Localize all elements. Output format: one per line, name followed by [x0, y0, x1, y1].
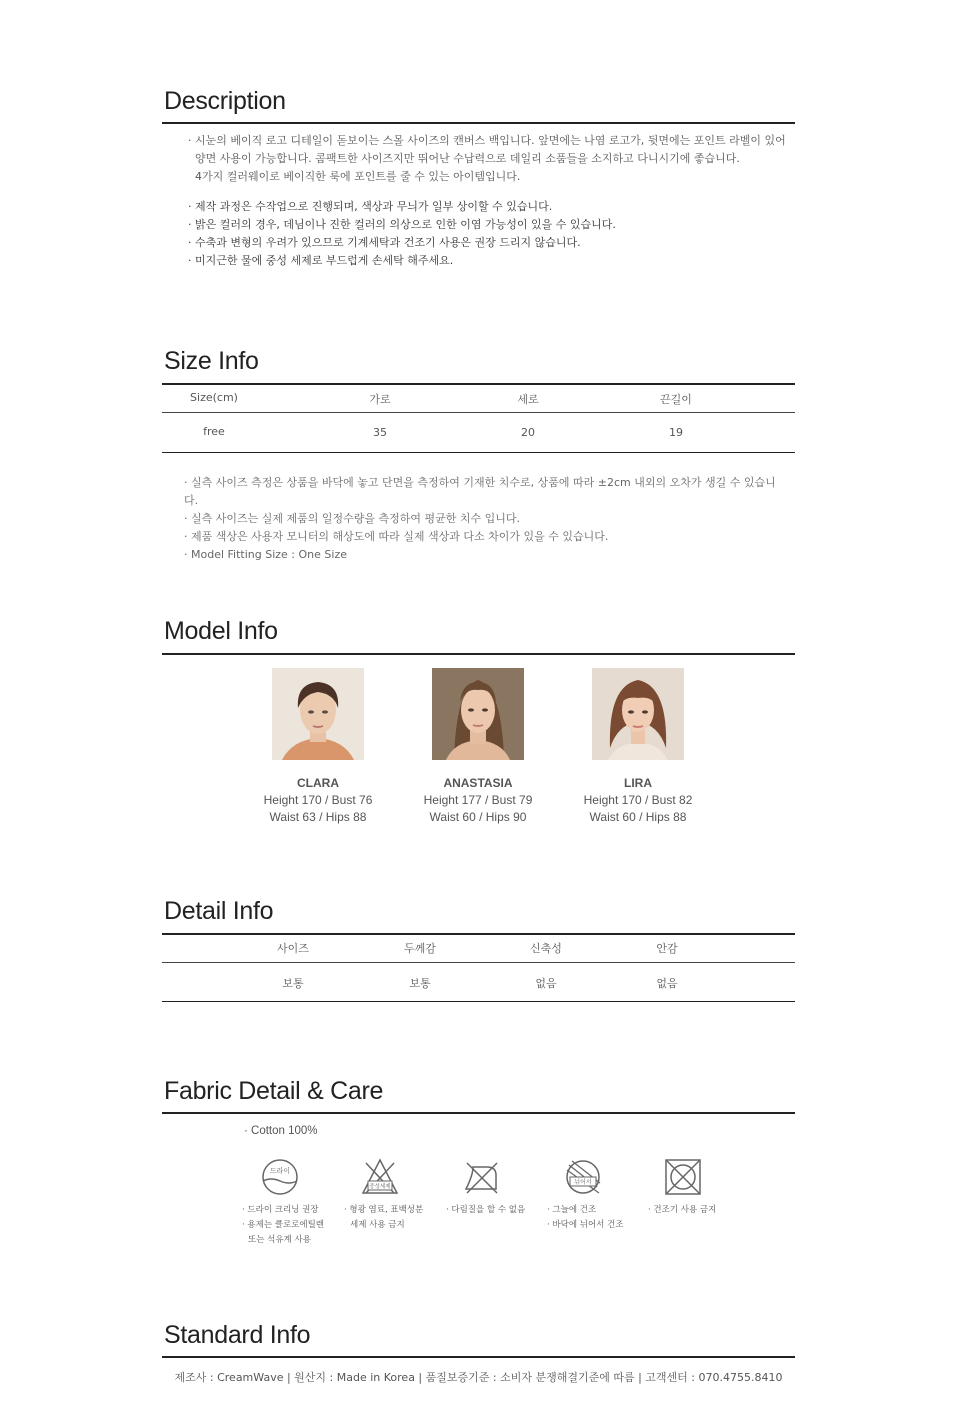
size-row-height: 20: [521, 426, 535, 439]
care-caption-tumble: [648, 1203, 716, 1218]
dry-flat-icon-label: 뉘어서: [574, 1179, 592, 1186]
model-measure: Waist 60 / Hips 88: [589, 810, 687, 824]
model-card-clara: [238, 668, 398, 824]
care-caption-line: · 다림질을 할 수 없음: [446, 1205, 526, 1215]
size-row-label: free: [203, 425, 225, 438]
model-card-lira: [558, 668, 718, 824]
fabric-material: · Cotton 100%: [244, 1125, 318, 1137]
size-header-strap: 끈길이: [660, 393, 692, 406]
standard-info-title: Standard Info: [164, 1321, 311, 1349]
size-table-bottom: [162, 452, 795, 453]
no-iron-icon: [461, 1157, 501, 1197]
care-caption-dry: [242, 1203, 324, 1248]
size-header-height: 세로: [517, 393, 539, 406]
size-note: · 실측 사이즈 측정은 상품을 바닥에 놓고 단면을 측정하여 기재한 치수로, 상품에 따라 ±2cm 내외의 오차가 생길 수 있습니다.: [184, 476, 776, 507]
description-line: 4가지 컬러웨이로 베이직한 룩에 포인트를 줄 수 있는 아이템입니다.: [195, 170, 521, 183]
model-info-title: Model Info: [164, 617, 278, 645]
size-row-width: 35: [373, 426, 387, 439]
dry-clean-icon-label: 드라이: [269, 1167, 291, 1175]
size-row-strap: 19: [669, 426, 683, 439]
description-note: · 제작 과정은 수작업으로 진행되며, 색상과 무늬가 일부 상이할 수 있습니다.: [188, 200, 553, 213]
fabric-title: Fabric Detail & Care: [164, 1077, 384, 1105]
size-note: · 실측 사이즈는 실제 제품의 일정수량을 측정하여 평균한 치수 입니다.: [184, 512, 520, 525]
model-card-anastasia: [398, 668, 558, 824]
care-caption-line: · 건조기 사용 금지: [648, 1205, 717, 1215]
size-header-label: Size(cm): [190, 391, 238, 404]
detail-header-size: 사이즈: [277, 942, 309, 955]
care-caption-line: 세제 사용 금지: [350, 1220, 405, 1230]
standard-info-rule: [162, 1356, 795, 1358]
description-line: · 시눈의 베이직 로고 디테일이 돋보이는 스몰 사이즈의 캔버스 백입니다. 앞면에는 나염 로고가, 뒷면에는 포인트 라벨이 있어: [188, 134, 786, 147]
description-line: 양면 사용이 가능합니다. 콤팩트한 사이즈지만 뛰어난 수납력으로 데일리 소품들을 소지하고 다니시기에 좋습니다.: [195, 152, 740, 165]
care-caption-line: · 드라이 크리닝 권장: [242, 1205, 319, 1215]
care-caption-line: · 형광 염료, 표백성분: [344, 1205, 424, 1215]
model-photo-clara: [272, 668, 364, 760]
fabric-rule: [162, 1112, 795, 1114]
detail-header-stretch: 신축성: [530, 942, 562, 955]
detail-header-lining: 안감: [656, 942, 678, 955]
description-note: · 밝은 컬러의 경우, 데님이나 진한 컬러의 의상으로 인한 이염 가능성이 있을 수 있습니다.: [188, 218, 616, 231]
size-header-divider: [162, 412, 795, 413]
detail-value-size: 보통: [282, 977, 304, 990]
description-note: · 수축과 변형의 우려가 있으므로 기계세탁과 건조기 사용은 권장 드리지 않습니다.: [188, 236, 581, 249]
care-caption-line: 또는 석유계 사용: [248, 1235, 311, 1245]
care-caption-line: · 바닥에 뉘어서 건조: [547, 1220, 624, 1230]
description-rule: [162, 122, 795, 124]
model-info-rule: [162, 653, 795, 655]
size-info-title: Size Info: [164, 347, 259, 375]
model-measure: Height 177 / Bust 79: [423, 793, 533, 807]
detail-value-thickness: 보통: [409, 977, 431, 990]
size-notes: [184, 474, 784, 564]
model-measure: Height 170 / Bust 82: [583, 793, 693, 807]
model-name: ANASTASIA: [443, 776, 513, 790]
care-caption-shade: [547, 1203, 624, 1233]
care-caption-line: · 용제는 클로로에틸렌: [242, 1220, 325, 1230]
model-measure: Waist 63 / Hips 88: [269, 810, 367, 824]
model-photo-lira: [592, 668, 684, 760]
dry-flat-shade-icon: [563, 1157, 603, 1197]
detail-header-divider: [162, 962, 795, 963]
size-note: · 제품 색상은 사용자 모니터의 해상도에 따라 실제 색상과 다소 차이가 있을 수 있습니다.: [184, 530, 609, 543]
no-bleach-icon-label: 중성세제: [369, 1184, 391, 1190]
dry-clean-icon: [260, 1157, 300, 1197]
care-caption-bleach: [344, 1203, 423, 1233]
model-name: LIRA: [624, 776, 652, 790]
standard-info-text: 제조사 : CreamWave | 원산지 : Made in Korea | 품질보증기준 : 소비자 분쟁해결기준에 따름 | 고객센터 : 070.4755.8410: [174, 1371, 783, 1384]
description-note: · 미지근한 물에 중성 세제로 부드럽게 손세탁 해주세요.: [188, 254, 454, 267]
detail-header-thickness: 두께감: [404, 942, 436, 955]
size-info-rule: [162, 383, 795, 385]
detail-table-bottom: [162, 1001, 795, 1002]
model-photo-anastasia: [432, 668, 524, 760]
care-caption-line: · 그늘에 건조: [547, 1205, 597, 1215]
description-title: Description: [164, 87, 286, 115]
no-bleach-icon: [360, 1157, 400, 1197]
detail-value-stretch: 없음: [535, 977, 557, 990]
size-header-width: 가로: [369, 393, 391, 406]
model-name: CLARA: [297, 776, 339, 790]
model-measure: Waist 60 / Hips 90: [429, 810, 527, 824]
no-tumble-dry-icon: [663, 1157, 703, 1197]
description-paragraph: [188, 132, 788, 186]
care-caption-iron: [446, 1203, 525, 1218]
detail-info-title: Detail Info: [164, 897, 274, 925]
model-measure: Height 170 / Bust 76: [263, 793, 373, 807]
size-note: · Model Fitting Size : One Size: [184, 548, 347, 561]
detail-value-lining: 없음: [656, 977, 678, 990]
description-notes: [188, 198, 788, 270]
detail-info-rule: [162, 933, 795, 935]
